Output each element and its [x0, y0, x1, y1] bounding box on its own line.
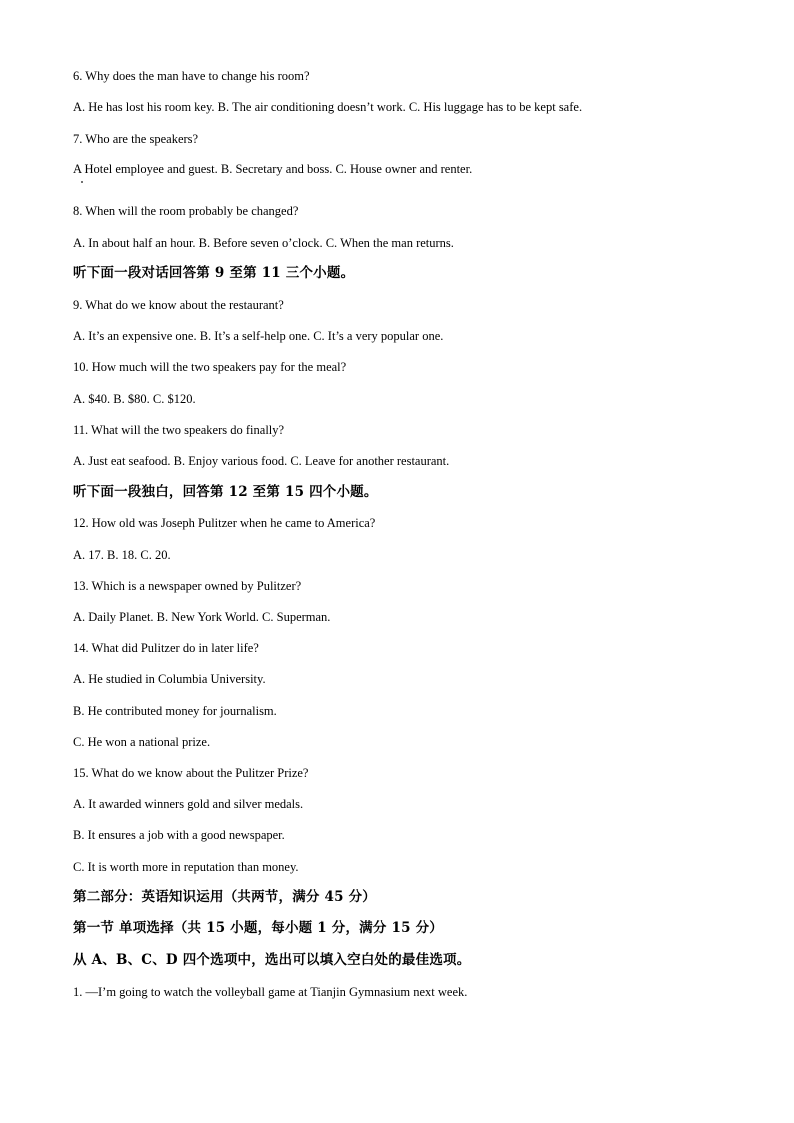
section-heading-monologue: 听下面一段独白，回答第 12 至第 15 四个小题。: [73, 484, 378, 500]
section-one-heading: 第一节 单项选择（共 15 小题，每小题 1 分，满分 15 分）: [73, 920, 443, 936]
instruction-heading: 从 A、B、C、D 四个选项中，选出可以填入空白处的最佳选项。: [73, 952, 471, 968]
question-11: 11. What will the two speakers do finally?: [73, 423, 285, 437]
question-6: 6. Why does the man have to change his room?: [73, 69, 310, 83]
question-15-option-c: C. It is worth more in reputation than money.: [73, 860, 299, 874]
question-14-option-b: B. He contributed money for journalism.: [73, 704, 277, 718]
question-9-options: A. It’s an expensive one. B. It’s a self-help one. C. It’s a very popular one.: [73, 329, 444, 343]
mc-question-1: 1. —I’m going to watch the volleyball game at Tianjin Gymnasium next week.: [73, 985, 468, 999]
part-two-heading: 第二部分：英语知识运用（共两节，满分 45 分）: [73, 889, 376, 905]
question-11-options: A. Just eat seafood. B. Enjoy various food. C. Leave for another restaurant.: [73, 454, 450, 468]
question-15-option-a: A. It awarded winners gold and silver medals.: [73, 797, 304, 811]
question-10-options: A. $40. B. $80. C. $120.: [73, 392, 196, 406]
question-9: 9. What do we know about the restaurant?: [73, 298, 284, 312]
question-8: 8. When will the room probably be changed?: [73, 204, 299, 218]
question-15: 15. What do we know about the Pulitzer Prize?: [73, 766, 309, 780]
question-15-option-b: B. It ensures a job with a good newspaper.: [73, 828, 285, 842]
section-heading-dialogue: 听下面一段对话回答第 9 至第 11 三个小题。: [73, 265, 355, 281]
stray-dot-mark: [81, 181, 83, 183]
question-13: 13. Which is a newspaper owned by Pulitzer?: [73, 579, 302, 593]
question-10: 10. How much will the two speakers pay for the meal?: [73, 360, 347, 374]
question-13-options: A. Daily Planet. B. New York World. C. Superman.: [73, 610, 331, 624]
question-8-options: A. In about half an hour. B. Before seven o’clock. C. When the man returns.: [73, 236, 454, 250]
question-7-options: A Hotel employee and guest. B. Secretary and boss. C. House owner and renter.: [73, 162, 473, 176]
question-14-option-c: C. He won a national prize.: [73, 735, 211, 749]
question-12-options: A. 17. B. 18. C. 20.: [73, 548, 171, 562]
question-12: 12. How old was Joseph Pulitzer when he came to America?: [73, 516, 376, 530]
question-14: 14. What did Pulitzer do in later life?: [73, 641, 259, 655]
question-6-options: A. He has lost his room key. B. The air conditioning doesn’t work. C. His luggage has to be kept safe.: [73, 100, 583, 114]
question-14-option-a: A. He studied in Columbia University.: [73, 672, 266, 686]
question-7: 7. Who are the speakers?: [73, 132, 199, 146]
